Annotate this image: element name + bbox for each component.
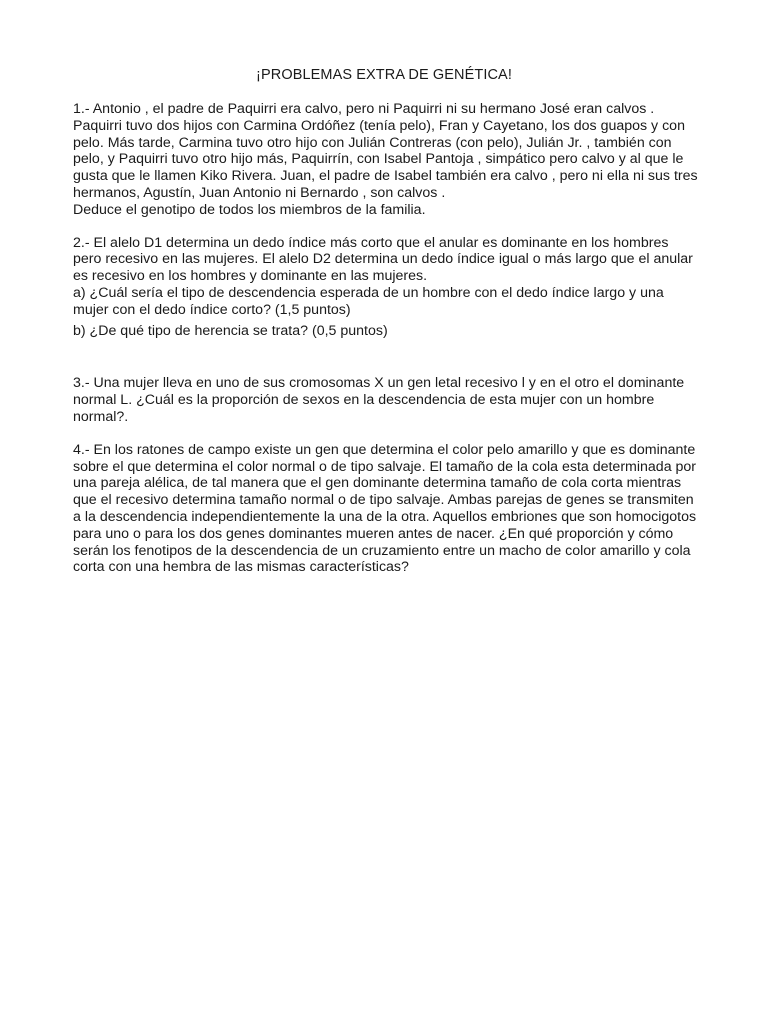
document-body (73, 101, 698, 576)
problem-1-text: 1.- Antonio , el padre de Paquirri era calvo, pero ni Paquirri ni su hermano José eran calvos . Paquirri tuvo dos hijos con Carmina Ordóñez (tenía pelo), Fran y Cayetano, los dos guapos y con pelo. Más tarde, Carmina tuvo otro hijo con Julián Contreras (con pelo), Julián Jr. , también con pelo, y Paquirri tuvo otro hijo más, Paquirrín, con Isabel Pantoja , simpático pero calvo y al que le gusta que le llamen Kiko Rivera. Juan, el padre de Isabel también era calvo , pero ni ella ni sus tres hermanos, Agustín, Juan Antonio ni Bernardo , son calvos . (73, 101, 698, 201)
problem-3-text: 3.- Una mujer lleva en uno de sus cromosomas X un gen letal recesivo l y en el otro el dominante normal L. ¿Cuál es la proporción de sexos en la descendencia de esta mujer con un hombre normal?. (73, 375, 685, 425)
paragraph-gap (73, 426, 698, 442)
problem-2-question-a: a) ¿Cuál sería el tipo de descendencia esperada de un hombre con el dedo índice largo y una mujer con el dedo índice corto? (1,5 puntos) (73, 284, 664, 318)
problem-2-question-b: b) ¿De qué tipo de herencia se trata? (0,5 puntos) (73, 322, 388, 339)
problem-1-question: Deduce el genotipo de todos los miembros de la familia. (73, 201, 426, 218)
problem-2-text: 2.- El alelo D1 determina un dedo índice más corto que el anular es dominante en los hombres pero recesivo en las mujeres. El alelo D2 determina un dedo índice igual o más largo que el anular es recesivo en los hombres y dominante en las mujeres. (73, 234, 693, 285)
paragraph-gap (73, 219, 698, 235)
paragraph-gap (73, 357, 698, 375)
problem-4-text: 4.- En los ratones de campo existe un gen que determina el color pelo amarillo y que es dominante sobre el que determina el color normal o de tipo salvaje. El tamaño de la cola esta determinada por una pareja alélica, de tal manera que el gen dominante determina tamaño de cola corta mientras que el recesivo determina tamaño normal o de tipo salvaje. Ambas parejas de genes se transmiten a la descendencia independientemente la una de la otra. Aquellos embriones que son homocigotos para uno o para los dos genes dominantes mueren antes de nacer. ¿En qué proporción y cómo serán los fenotipos de la descendencia de un cruzamiento entre un macho de color amarillo y cola corta con una hembra de las mismas características? (73, 441, 697, 576)
paragraph-gap (73, 339, 698, 357)
document-title: ¡PROBLEMAS EXTRA DE GENÉTICA! (256, 67, 512, 83)
